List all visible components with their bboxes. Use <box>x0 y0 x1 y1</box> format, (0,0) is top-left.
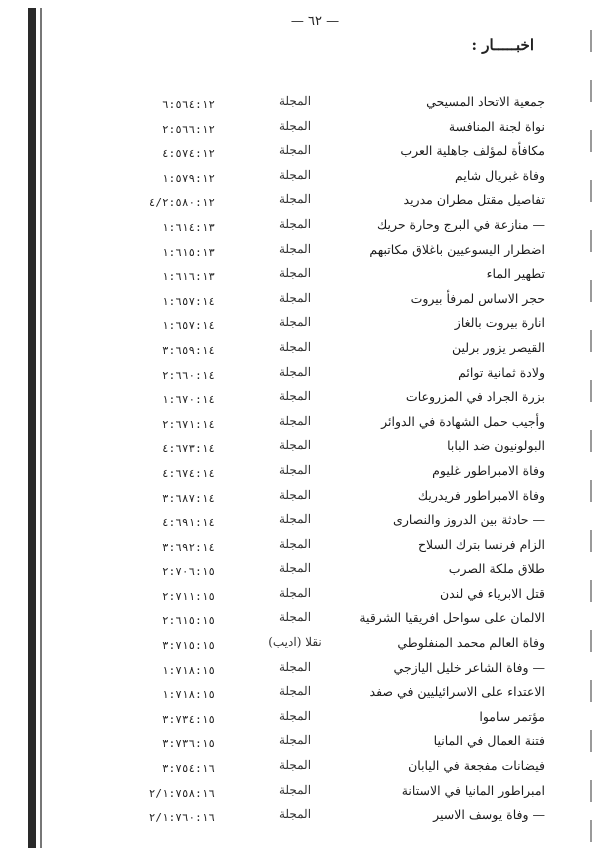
item-reference: ٢:٥٦٦:١٢ <box>162 122 215 136</box>
item-reference: ٤/٢:٥٨٠:١٢ <box>148 196 215 210</box>
item-source: المجلة <box>278 733 312 748</box>
item-source: المجلة <box>278 684 312 699</box>
list-item <box>85 584 545 609</box>
list-item <box>85 215 545 240</box>
item-source: المجلة <box>278 462 312 477</box>
item-title: نواة لجنة المنافسة <box>448 118 545 134</box>
list-item <box>85 264 545 289</box>
item-title: — منازعة في البرج وحارة حريك <box>376 216 545 232</box>
item-source: المجلة <box>278 167 312 182</box>
item-reference: ٢:٦١٥:١٥ <box>162 614 215 628</box>
item-title: جمعية الاتحاد المسيحي <box>426 94 545 109</box>
item-source: المجلة <box>278 758 312 773</box>
list-item <box>85 731 545 756</box>
item-reference: ٢/١:٧٦٠:١٦ <box>148 811 215 825</box>
item-source: المجلة <box>278 659 312 674</box>
item-reference: ٣:٧٣٦:١٥ <box>162 737 215 751</box>
item-title: الزام فرنسا بترك السلاح <box>417 536 545 552</box>
list-item <box>85 707 545 732</box>
item-source: المجلة <box>278 438 312 453</box>
item-reference: ٢:٧١١:١٥ <box>162 589 215 603</box>
item-reference: ١:٦١٦:١٣ <box>162 270 215 284</box>
item-reference: ٤:٥٧٤:١٢ <box>162 147 215 161</box>
item-title: وفاة الامبراطور فريدريك <box>417 487 545 503</box>
item-source: نقلا (اديب) <box>268 635 322 650</box>
item-reference: ١:٥٧٩:١٢ <box>162 171 215 185</box>
item-title: مكافأة لمؤلف جاهلية العرب <box>400 143 545 159</box>
item-source: المجلة <box>278 364 312 379</box>
item-title: تطهير الماء <box>486 266 545 282</box>
list-item <box>85 436 545 461</box>
item-reference: ١:٦٥٧:١٤ <box>162 319 215 333</box>
item-source: المجلة <box>278 708 312 723</box>
item-reference: ٢:٧٠٦:١٥ <box>162 565 215 579</box>
list-item <box>85 633 545 658</box>
list-item <box>85 756 545 781</box>
list-item <box>85 461 545 486</box>
item-title: طلاق ملكة الصرب <box>448 561 545 577</box>
item-source: المجلة <box>278 192 312 207</box>
item-reference: ٣:٧١٥:١٥ <box>162 639 215 653</box>
item-title: وفاة غبريال شايم <box>455 167 545 183</box>
item-title: اضطرار اليسوعيين باغلاق مكاتبهم <box>369 241 545 257</box>
list-item <box>85 412 545 437</box>
list-item <box>85 608 545 633</box>
item-reference: ٣:٦٨٧:١٤ <box>162 491 215 505</box>
news-list <box>85 92 545 830</box>
item-reference: ١:٦١٤:١٣ <box>162 220 215 234</box>
item-source: المجلة <box>278 94 312 108</box>
page-number: — ٦٢ — <box>290 14 340 29</box>
list-item <box>85 289 545 314</box>
item-reference: ٣:٦٥٩:١٤ <box>162 343 215 357</box>
item-reference: ٦:٥٦٤:١٢ <box>162 98 215 111</box>
item-reference: ٢:٦٧١:١٤ <box>162 417 215 431</box>
item-title: تفاصيل مقتل مطران مدريد <box>403 192 545 208</box>
list-item <box>85 338 545 363</box>
item-reference: ٣:٦٩٢:١٤ <box>162 540 215 554</box>
list-item <box>85 510 545 535</box>
item-title: فتنة العمال في المانيا <box>433 733 545 749</box>
item-source: المجلة <box>278 512 312 527</box>
right-margin-marks <box>580 0 592 857</box>
item-source: المجلة <box>278 389 312 404</box>
item-reference: ٣:٧٥٤:١٦ <box>162 762 215 776</box>
item-reference: ١:٧١٨:١٥ <box>162 663 215 677</box>
binding-edge <box>28 8 36 848</box>
item-title: — وفاة يوسف الاسير <box>433 807 545 823</box>
item-title: الاعتداء على الاسرائيليين في صفد <box>369 684 545 700</box>
list-item <box>85 535 545 560</box>
item-source: المجلة <box>278 807 312 822</box>
item-title: فيضانات مفجعة في اليابان <box>408 758 545 774</box>
list-item <box>85 141 545 166</box>
list-item <box>85 92 545 117</box>
item-source: المجلة <box>278 339 312 354</box>
item-title: قتل الابرياء في لندن <box>440 585 545 601</box>
item-title: القيصر يزور برلين <box>452 339 545 355</box>
item-title: انارة بيروت بالغاز <box>454 315 545 331</box>
item-title: مؤتمر ساموا <box>479 708 545 724</box>
item-source: المجلة <box>278 585 312 600</box>
item-source: المجلة <box>278 610 312 625</box>
list-item <box>85 240 545 265</box>
item-title: وفاة العالم محمد المنفلوطي <box>397 635 545 651</box>
item-reference: ٤:٦٩١:١٤ <box>162 516 215 530</box>
item-title: امبراطور المانيا في الاستانة <box>401 782 545 798</box>
binding-edge-line <box>40 8 42 848</box>
list-item <box>85 387 545 412</box>
item-source: المجلة <box>278 487 312 502</box>
list-item <box>85 117 545 142</box>
item-source: المجلة <box>278 143 312 158</box>
list-item <box>85 658 545 683</box>
item-title: حجر الاساس لمرفأ بيروت <box>410 290 545 306</box>
list-item <box>85 166 545 191</box>
item-source: المجلة <box>278 536 312 551</box>
item-reference: ١:٧١٨:١٥ <box>162 688 215 702</box>
item-source: المجلة <box>278 782 312 797</box>
item-title: البولونيون ضد البابا <box>447 438 545 454</box>
item-reference: ٣:٧٣٤:١٥ <box>162 712 215 726</box>
item-title: وأجيب حمل الشهادة في الدوائر <box>381 413 545 429</box>
list-item <box>85 781 545 806</box>
item-reference: ٢:٦٦٠:١٤ <box>162 368 215 382</box>
item-reference: ١:٦٧٠:١٤ <box>162 393 215 407</box>
item-title: وفاة الامبراطور غليوم <box>432 462 545 478</box>
item-source: المجلة <box>278 241 312 256</box>
list-item <box>85 486 545 511</box>
item-title: ولادة ثمانية توائم <box>458 364 545 380</box>
item-source: المجلة <box>278 561 312 576</box>
item-source: المجلة <box>278 290 312 305</box>
list-item <box>85 313 545 338</box>
item-source: المجلة <box>278 118 312 133</box>
item-reference: ١:٦١٥:١٣ <box>162 245 215 259</box>
item-title: الالمان على سواحل افريقيا الشرقية <box>359 610 545 626</box>
item-source: المجلة <box>278 266 312 281</box>
item-source: المجلة <box>278 413 312 428</box>
item-source: المجلة <box>278 216 312 231</box>
list-item <box>85 190 545 215</box>
item-reference: ٢/١:٧٥٨:١٦ <box>148 786 215 800</box>
item-title: — وفاة الشاعر خليل اليازجي <box>393 659 545 675</box>
item-reference: ١:٦٥٧:١٤ <box>162 294 215 308</box>
item-title: بزرة الجراد في المزروعات <box>405 389 545 405</box>
list-item <box>85 682 545 707</box>
item-title: — حادثة بين الدروز والنصارى <box>393 512 545 528</box>
item-source: المجلة <box>278 315 312 330</box>
list-item <box>85 805 545 830</box>
item-reference: ٤:٦٧٤:١٤ <box>162 466 215 480</box>
list-item <box>85 363 545 388</box>
section-header: اخبـــــار : <box>471 36 534 54</box>
item-reference: ٤:٦٧٣:١٤ <box>162 442 215 456</box>
list-item <box>85 559 545 584</box>
